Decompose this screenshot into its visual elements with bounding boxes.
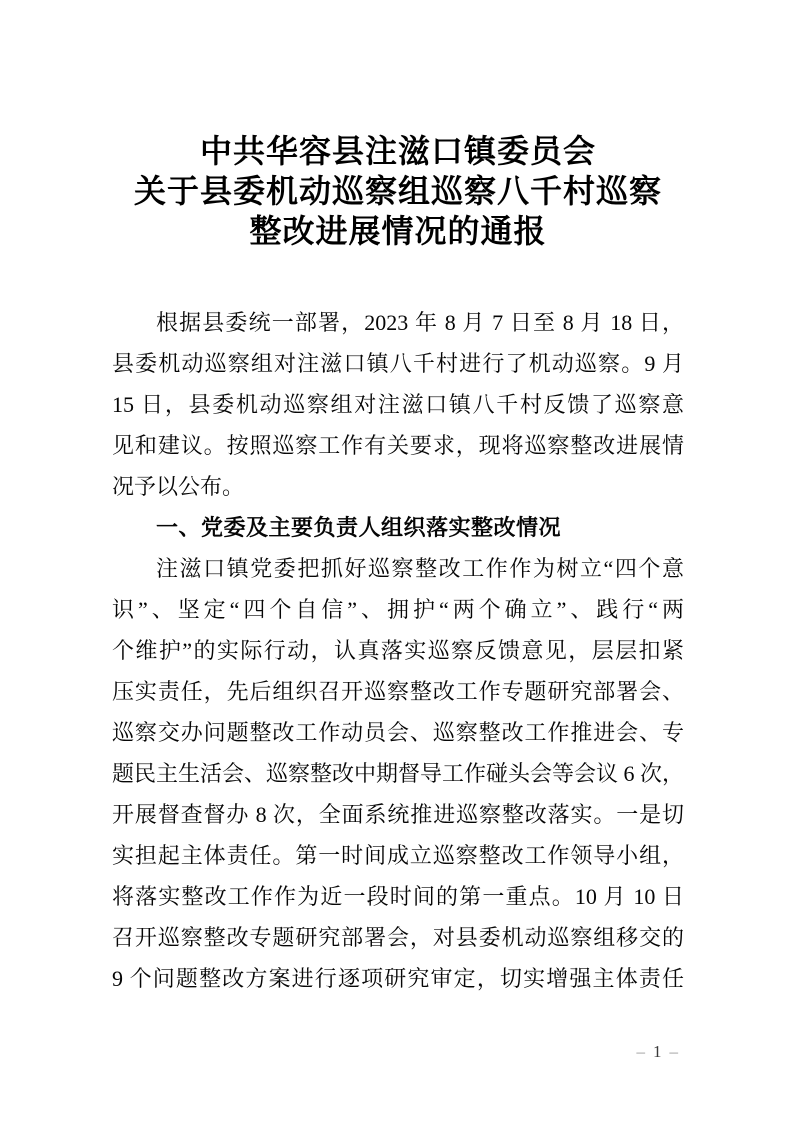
paragraph-1-line-4: 见和建议。按照巡察工作有关要求，现将巡察整改进展情: [112, 433, 684, 458]
paragraph-2-line-7: 开展督查督办 8 次，全面系统推进巡察整改落实。一是切: [112, 802, 684, 827]
document-body: [112, 302, 684, 999]
paragraph-2-line-1: 注滋口镇党委把抓好巡察整改工作作为树立“四个意: [156, 556, 684, 581]
paragraph-2-line-2: 识”、坚定“四个自信”、拥护“两个确立”、践行“两: [112, 597, 684, 622]
paragraph-1-line-2: 县委机动巡察组对注滋口镇八千村进行了机动巡察。9 月: [112, 351, 684, 376]
footer-left-dash: –: [636, 1042, 645, 1061]
paragraph-2-line-10: 召开巡察整改专题研究部署会，对县委机动巡察组移交的: [112, 925, 684, 950]
paragraph-1-line-1: 根据县委统一部署，2023 年 8 月 7 日至 8 月 18 日，: [156, 310, 684, 335]
footer-right-dash: –: [669, 1042, 678, 1061]
paragraph-2-line-11: 9 个问题整改方案进行逐项研究审定，切实增强主体责任: [112, 966, 684, 991]
section-1-heading: 一、党委及主要负责人组织落实整改情况: [156, 515, 562, 540]
paragraph-2-line-5: 巡察交办问题整改工作动员会、巡察整改工作推进会、专: [112, 720, 684, 745]
paragraph-2-line-9: 将落实整改工作作为近一段时间的第一重点。10 月 10 日: [112, 884, 684, 909]
paragraph-2-line-4: 压实责任，先后组织召开巡察整改工作专题研究部署会、: [112, 679, 684, 704]
paragraph-2-line-8: 实担起主体责任。第一时间成立巡察整改工作领导小组，: [112, 843, 684, 868]
title-line-2: 关于县委机动巡察组巡察八千村巡察: [133, 173, 662, 209]
title-line-1: 中共华容县注滋口镇委员会: [199, 133, 596, 169]
page-number: 1: [653, 1042, 662, 1061]
title-line-3: 整改进展情况的通报: [249, 213, 547, 249]
page-footer: [637, 1042, 679, 1062]
paragraph-1-line-3: 15 日，县委机动巡察组对注滋口镇八千村反馈了巡察意: [112, 392, 684, 417]
paragraph-2-line-3: 个维护”的实际行动，认真落实巡察反馈意见，层层扣紧: [112, 638, 684, 663]
paragraph-2-line-6: 题民主生活会、巡察整改中期督导工作碰头会等会议 6 次，: [112, 761, 685, 786]
document-title: [112, 131, 684, 251]
paragraph-1-line-5: 况予以公布。: [112, 474, 245, 499]
